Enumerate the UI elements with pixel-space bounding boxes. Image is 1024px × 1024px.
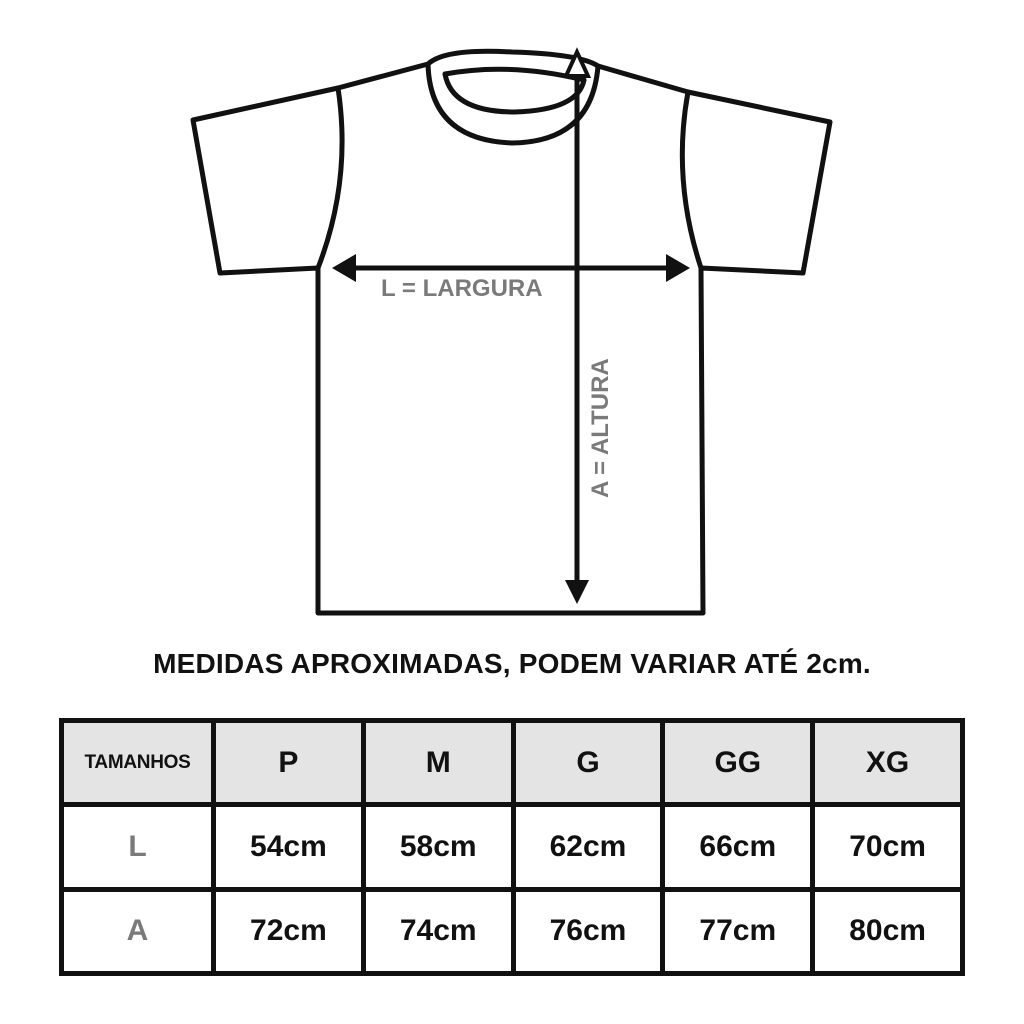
collar-inner [445,74,584,112]
table-cell: 70cm [813,805,963,889]
right-sleeve-seam [682,92,701,268]
height-label: A = ALTURA [587,358,614,498]
table-cell: 58cm [363,805,513,889]
measurement-notice: MEDIDAS APROXIMADAS, PODEM VARIAR ATÉ 2cm. [153,648,871,679]
table-cell: 62cm [513,805,663,889]
size-header-g: G [513,721,663,805]
row-label-height: A [62,889,214,973]
table-cell: 74cm [363,889,513,973]
table-cell: 66cm [663,805,813,889]
size-header-m: M [363,721,513,805]
left-sleeve-seam [318,88,342,268]
table-cell: 72cm [214,889,364,973]
size-header-gg: GG [663,721,813,805]
table-corner-label: TAMANHOS [62,721,214,805]
collar-back [445,69,584,80]
table-cell: 76cm [513,889,663,973]
width-label: L = LARGURA [381,275,543,302]
table-row [62,889,963,973]
table-row [62,805,963,889]
row-label-width: L [62,805,214,889]
height-arrow [565,52,589,604]
table-cell: 77cm [663,889,813,973]
size-table [59,718,965,976]
tshirt-outline [193,51,830,613]
size-header-xg: XG [813,721,963,805]
size-header-p: P [214,721,364,805]
table-cell: 80cm [813,889,963,973]
table-cell: 54cm [214,805,364,889]
table-header-row [62,721,963,805]
